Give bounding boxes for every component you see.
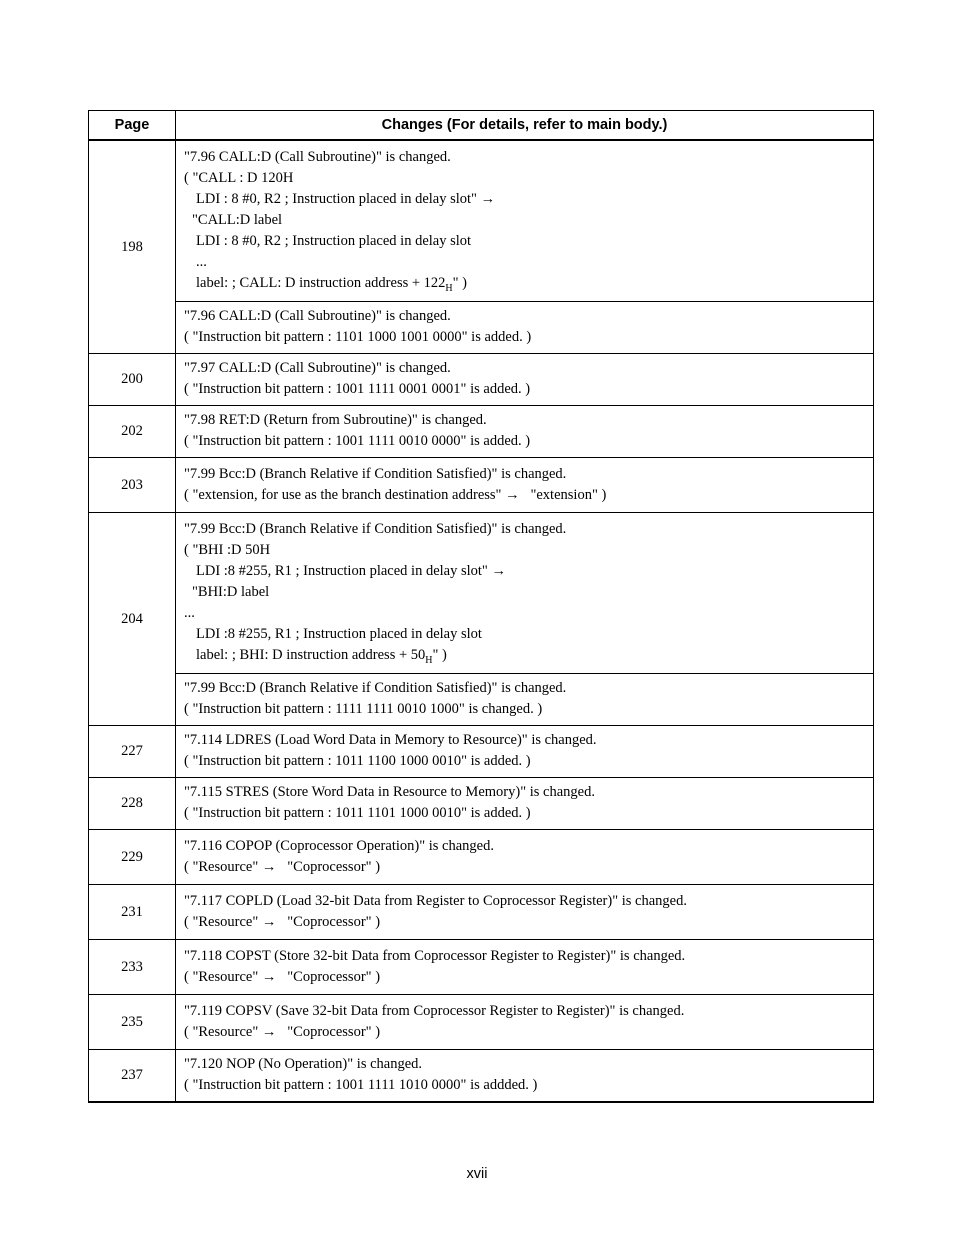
change-text: label: ; BHI: D instruction address + 50 xyxy=(196,647,426,663)
change-entry xyxy=(176,458,874,513)
table-row xyxy=(89,726,874,778)
table-row xyxy=(89,406,874,458)
change-entry xyxy=(176,1050,874,1103)
change-line xyxy=(184,273,865,294)
change-text: " ) xyxy=(452,275,468,291)
page-number: 227 xyxy=(89,726,176,778)
table-row xyxy=(89,458,874,513)
changes-table xyxy=(88,110,874,1103)
change-entry xyxy=(176,778,874,830)
change-line: "7.96 CALL:D (Call Subroutine)" is changed. xyxy=(184,308,451,324)
page-number: 203 xyxy=(89,458,176,513)
table-row xyxy=(89,674,874,726)
change-line xyxy=(184,645,865,666)
change-line: LDI : 8 #0, R2 ; Instruction placed in delay slot xyxy=(196,233,472,249)
table-row xyxy=(89,778,874,830)
change-line: "7.97 CALL:D (Call Subroutine)" is changed. xyxy=(184,360,451,376)
change-line: ... xyxy=(184,605,195,621)
change-line: ( "extension, for use as the branch destination address" → "extension" ) xyxy=(184,486,607,503)
table-row xyxy=(89,302,874,354)
page-folio: xvii xyxy=(466,1166,488,1182)
page-number: 202 xyxy=(89,406,176,458)
changes-column-header: Changes (For details, refer to main body.) xyxy=(176,111,874,141)
change-line: ( "BHI :D 50H xyxy=(184,542,271,558)
table-row xyxy=(89,140,874,302)
change-entry xyxy=(176,354,874,406)
change-line: "7.99 Bcc:D (Branch Relative if Condition Satisfied)" is changed. xyxy=(184,521,567,537)
page-number: 204 xyxy=(89,513,176,726)
change-entry xyxy=(176,940,874,995)
change-text: " ) xyxy=(432,647,447,663)
change-line: "7.115 STRES (Store Word Data in Resource to Memory)" is changed. xyxy=(184,784,595,800)
change-line: ( "Resource" → "Coprocessor" ) xyxy=(184,913,381,930)
change-line: ( "Instruction bit pattern : 1101 1000 1001 0000" is added. ) xyxy=(184,329,532,345)
page-column-header: Page xyxy=(89,111,176,141)
change-line: ( "Resource" → "Coprocessor" ) xyxy=(184,968,381,985)
change-line: LDI :8 #255, R1 ; Instruction placed in delay slot" → xyxy=(196,563,506,579)
change-entry xyxy=(176,140,874,302)
change-line: ( "Resource" → "Coprocessor" ) xyxy=(184,858,381,875)
change-line: ( "CALL : D 120H xyxy=(184,170,294,186)
change-entry xyxy=(176,406,874,458)
change-line: ( "Resource" → "Coprocessor" ) xyxy=(184,1023,381,1040)
change-line: "7.116 COPOP (Coprocessor Operation)" is changed. xyxy=(184,837,494,854)
page-number: 198 xyxy=(89,140,176,354)
table-row xyxy=(89,940,874,995)
hex-subscript: H xyxy=(445,283,453,294)
change-entry xyxy=(176,995,874,1050)
change-text: label: ; CALL: D instruction address + 122 xyxy=(196,275,446,291)
change-line: "7.99 Bcc:D (Branch Relative if Condition Satisfied)" is changed. xyxy=(184,680,567,696)
change-line: ( "Instruction bit pattern : 1011 1101 1000 0010" is added. ) xyxy=(184,805,531,821)
change-line: "CALL:D label xyxy=(192,212,283,228)
table-row xyxy=(89,513,874,674)
change-line: "7.117 COPLD (Load 32-bit Data from Register to Coprocessor Register)" is changed. xyxy=(184,892,687,909)
change-line: "7.114 LDRES (Load Word Data in Memory to Resource)" is changed. xyxy=(184,732,597,748)
table-row xyxy=(89,830,874,885)
page-number: 233 xyxy=(89,940,176,995)
change-entry xyxy=(176,830,874,885)
change-entry xyxy=(176,302,874,354)
change-line: ... xyxy=(196,254,207,270)
change-line: LDI : 8 #0, R2 ; Instruction placed in delay slot" → xyxy=(196,191,496,207)
page-number: 228 xyxy=(89,778,176,830)
page-number: 235 xyxy=(89,995,176,1050)
table-row xyxy=(89,885,874,940)
change-entry xyxy=(176,885,874,940)
table-row xyxy=(89,354,874,406)
change-line: ( "Instruction bit pattern : 1011 1100 1000 0010" is added. ) xyxy=(184,753,531,769)
page-number: 200 xyxy=(89,354,176,406)
page-number: 231 xyxy=(89,885,176,940)
change-line: LDI :8 #255, R1 ; Instruction placed in delay slot xyxy=(196,626,482,642)
change-line: "BHI:D label xyxy=(192,584,270,600)
change-line: "7.120 NOP (No Operation)" is changed. xyxy=(184,1056,423,1072)
change-entry xyxy=(176,674,874,726)
change-line: "7.96 CALL:D (Call Subroutine)" is changed. xyxy=(184,149,451,165)
page-number: 229 xyxy=(89,830,176,885)
table-row xyxy=(89,995,874,1050)
change-entry xyxy=(176,726,874,778)
change-line: ( "Instruction bit pattern : 1111 1111 0010 1000" is changed. ) xyxy=(184,701,543,717)
table-header-row xyxy=(89,111,874,141)
change-line: ( "Instruction bit pattern : 1001 1111 0010 0000" is added. ) xyxy=(184,433,531,449)
change-line: "7.119 COPSV (Save 32-bit Data from Coprocessor Register to Register)" is changed. xyxy=(184,1002,685,1019)
change-line: "7.98 RET:D (Return from Subroutine)" is changed. xyxy=(184,412,487,428)
change-line: ( "Instruction bit pattern : 1001 1111 0001 0001" is added. ) xyxy=(184,381,531,397)
change-line: "7.118 COPST (Store 32-bit Data from Coprocessor Register to Register)" is changed. xyxy=(184,947,686,964)
page-number: 237 xyxy=(89,1050,176,1103)
table-row xyxy=(89,1050,874,1103)
change-entry xyxy=(176,513,874,674)
hex-subscript: H xyxy=(425,655,433,666)
change-line: "7.99 Bcc:D (Branch Relative if Condition Satisfied)" is changed. xyxy=(184,465,567,482)
change-line: ( "Instruction bit pattern : 1001 1111 1010 0000" is addded. ) xyxy=(184,1077,538,1093)
